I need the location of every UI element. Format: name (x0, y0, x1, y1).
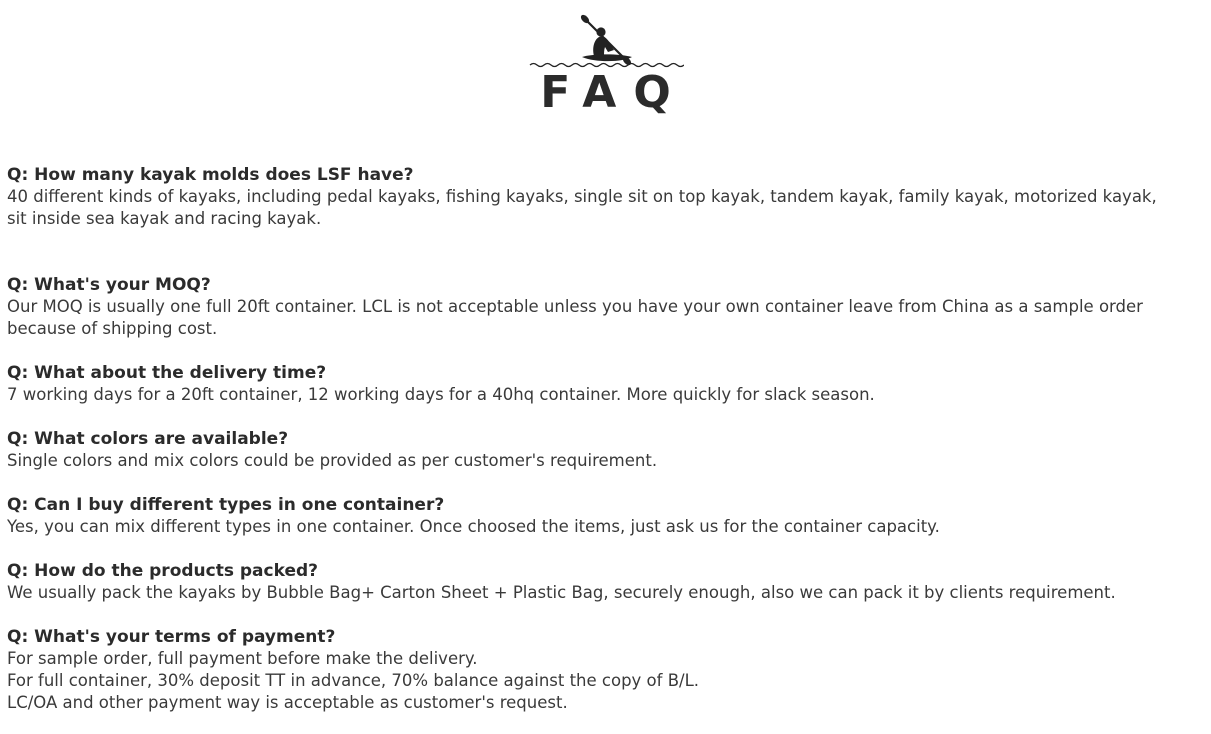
faq-answer (7, 384, 1207, 406)
faq-answer-line: Our MOQ is usually one full 20ft container. LCL is not acceptable unless you have your own container leave from China as a sample order (7, 297, 1143, 316)
faq-answer-line: 7 working days for a 20ft container, 12 working days for a 40hq container. More quickly for slack season. (7, 385, 875, 404)
faq-answer-line: 40 different kinds of kayaks, including pedal kayaks, fishing kayaks, single sit on top kayak, tandem kayak, family kayak, motorized kayak, (7, 187, 1157, 206)
faq-item (7, 165, 1207, 230)
faq-question: Q: How many kayak molds does LSF have? (7, 165, 414, 185)
header (0, 10, 1211, 72)
page-title: FAQ (540, 67, 688, 118)
faq-item (7, 363, 1207, 406)
faq-answer (7, 186, 1207, 230)
faq-answer-line: Yes, you can mix different types in one container. Once choosed the items, just ask us for the container capacity. (7, 517, 940, 536)
faq-answer (7, 450, 1207, 472)
faq-answer-line: For full container, 30% deposit TT in advance, 70% balance against the copy of B/L. (7, 671, 700, 690)
faq-item (7, 627, 1207, 714)
faq-question: Q: How do the products packed? (7, 561, 319, 581)
faq-item (7, 429, 1207, 472)
faq-answer-line: For sample order, full payment before make the delivery. (7, 649, 478, 668)
faq-item (7, 495, 1207, 538)
faq-answer (7, 648, 1207, 714)
faq-item (7, 561, 1207, 604)
kayaker-icon (528, 10, 684, 72)
faq-question: Q: What's your MOQ? (7, 275, 211, 295)
faq-answer-line: because of shipping cost. (7, 319, 218, 338)
faq-answer (7, 296, 1207, 340)
faq-question: Q: Can I buy different types in one container? (7, 495, 445, 515)
faq-answer (7, 516, 1207, 538)
faq-question: Q: What about the delivery time? (7, 363, 327, 383)
faq-question: Q: What's your terms of payment? (7, 627, 336, 647)
faq-item (7, 275, 1207, 340)
faq-question: Q: What colors are available? (7, 429, 289, 449)
faq-answer-line: Single colors and mix colors could be provided as per customer's requirement. (7, 451, 658, 470)
faq-answer-line: We usually pack the kayaks by Bubble Bag+ Carton Sheet + Plastic Bag, securely enough, also we can pack it by clients requirement. (7, 583, 1116, 602)
faq-answer-line: sit inside sea kayak and racing kayak. (7, 209, 322, 228)
faq-answer-line: LC/OA and other payment way is acceptable as customer's request. (7, 693, 568, 712)
faq-answer (7, 582, 1207, 604)
faq-list (7, 165, 1207, 714)
